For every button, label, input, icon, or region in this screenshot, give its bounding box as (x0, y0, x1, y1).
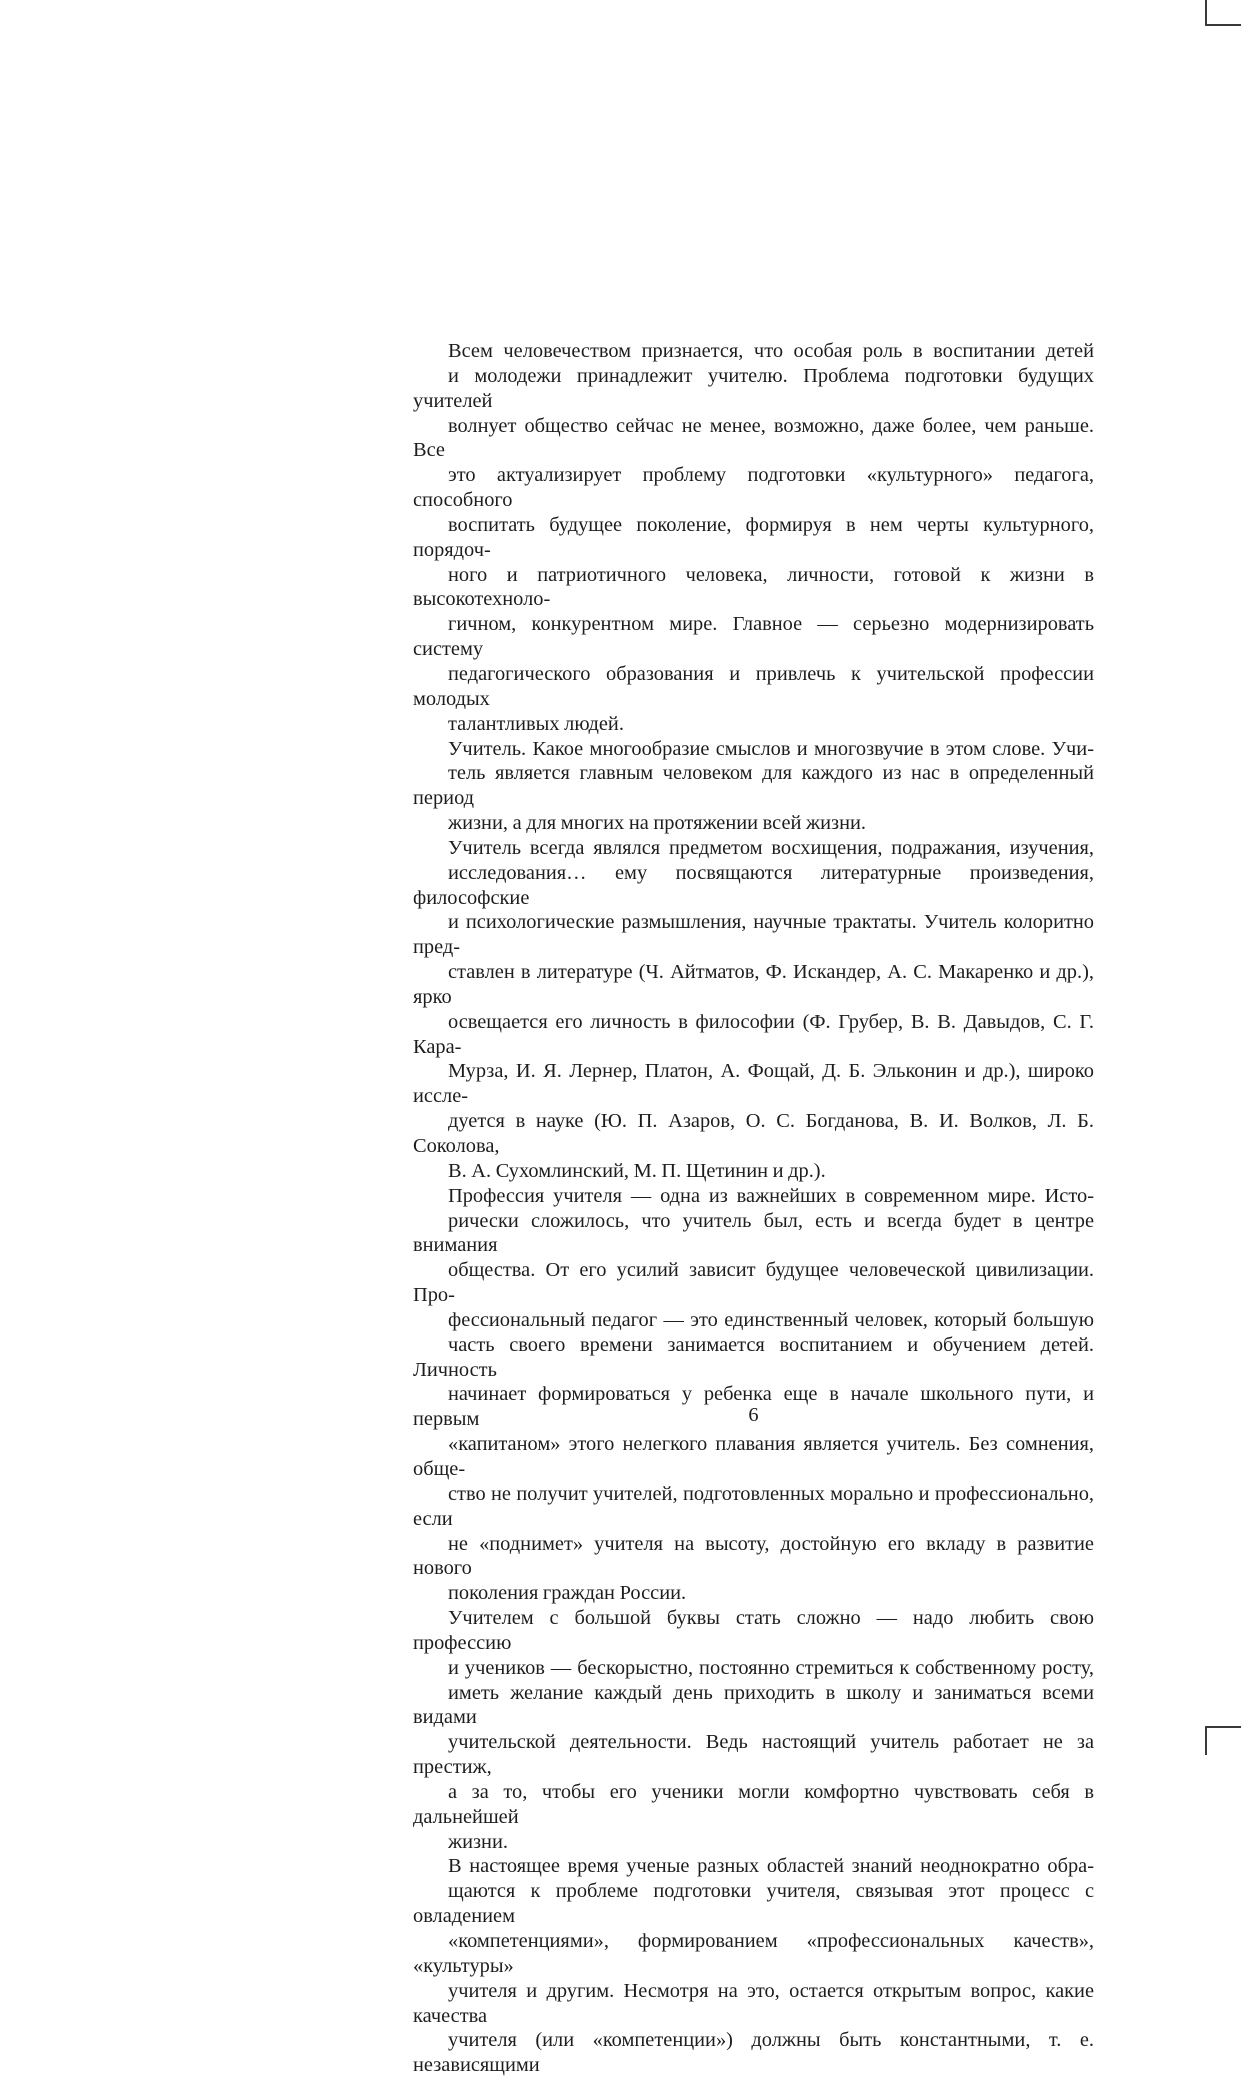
text-line: и психологические размышления, научные трактаты. Учитель колоритно пред- (413, 911, 1094, 959)
text-line: это актуализирует проблему подготовки «культурного» педагога, способного (413, 464, 1094, 512)
text-line: тель является главным человеком для каждого из нас в определенный период (413, 762, 1094, 810)
text-line: а за то, чтобы его ученики могли комфортно чувствовать себя в дальнейшей (413, 1780, 1094, 1828)
text-line: не «поднимет» учителя на высоту, достойную его вкладу в развитие нового (413, 1532, 1094, 1580)
crop-mark-top-horizontal (1206, 24, 1241, 26)
text-line: учителя (или «компетенции») должны быть константными, т. е. независящими (413, 2029, 1094, 2077)
paragraph (413, 836, 1094, 1184)
text-line: рически сложилось, что учитель был, есть и всегда будет в центре внимания (413, 1209, 1094, 1257)
text-line: талантливых людей. (448, 712, 624, 735)
text-line: педагогического образования и привлечь к учительской профессии молодых (413, 662, 1094, 710)
paragraph (413, 1184, 1094, 1606)
text-line: начинает формироваться у ребенка еще в начале школьного пути, и первым (413, 1383, 1094, 1431)
page-number: 6 (748, 1404, 759, 1426)
text-line: Профессия учителя — одна из важнейших в современном мире. Исто- (448, 1184, 1094, 1207)
text-line: жизни, а для многих на протяжении всей жизни. (448, 812, 866, 835)
text-line: общества. От его усилий зависит будущее человеческой цивилизации. Про- (413, 1259, 1094, 1307)
text-line: Учителем с большой буквы стать сложно — надо любить свою профессию (413, 1607, 1094, 1654)
crop-mark-bottom-horizontal (1206, 1726, 1241, 1728)
text-line: учителя и другим. Несмотря на это, остается открытым вопрос, какие качества (413, 1979, 1094, 2027)
paragraph (413, 1854, 1094, 2078)
text-line: Мурза, И. Я. Лернер, Платон, А. Фощай, Д. Б. Эльконин и др.), широко иссле- (413, 1060, 1094, 1108)
text-line: «компетенциями», формированием «профессиональных качеств», «культуры» (413, 1930, 1094, 1977)
text-line: ство не получит учителей, подготовленных морально и профессионально, если (413, 1482, 1094, 1530)
text-line: жизни. (448, 1830, 508, 1853)
text-line: В. А. Сухомлинский, М. П. Щетинин и др.). (448, 1159, 826, 1182)
text-line: ставлен в литературе (Ч. Айтматов, Ф. Искандер, А. С. Макаренко и др.), ярко (413, 961, 1094, 1008)
paragraph (413, 1606, 1094, 1854)
crop-mark-bottom-vertical (1205, 1726, 1207, 1755)
text-line: ного и патриотичного человека, личности, готовой к жизни в высокотехноло- (413, 563, 1094, 611)
text-line: учительской деятельности. Ведь настоящий учитель работает не за престиж, (413, 1731, 1094, 1779)
text-line: освещается его личность в философии (Ф. Грубер, В. В. Давыдов, С. Г. Кара- (413, 1010, 1094, 1058)
text-line: гичном, конкурентном мире. Главное — серьезно модернизировать систему (413, 613, 1094, 661)
text-line: В настоящее время ученые разных областей знаний неоднократно обра- (448, 1855, 1094, 1878)
paragraph (413, 339, 1094, 737)
text-line: исследования… ему посвящаются литературные произведения, философские (413, 861, 1094, 909)
text-line: поколения граждан России. (448, 1582, 687, 1605)
text-line: щаются к проблеме подготовки учителя, связывая этот процесс с овладением (413, 1880, 1094, 1928)
text-line: дуется в науке (Ю. П. Азаров, О. С. Богданова, В. И. Волков, Л. Б. Соколова, (413, 1110, 1094, 1157)
text-line: воспитать будущее поколение, формируя в нем черты культурного, порядоч- (413, 513, 1094, 561)
text-line: Учитель всегда являлся предметом восхищения, подражания, изучения, (448, 836, 1094, 859)
paragraph (413, 737, 1094, 836)
text-line: и молодежи принадлежит учителю. Проблема подготовки будущих учителей (413, 364, 1094, 412)
text-line: и учеников — бескорыстно, постоянно стремиться к собственному росту, (448, 1656, 1094, 1679)
crop-mark-top-vertical (1205, 0, 1207, 26)
text-line: волнует общество сейчас не менее, возможно, даже более, чем раньше. Все (413, 414, 1094, 462)
text-line: часть своего времени занимается воспитанием и обучением детей. Личность (413, 1333, 1094, 1381)
text-line: «капитаном» этого нелегкого плавания является учитель. Без сомнения, обще- (413, 1433, 1094, 1480)
text-line: фессиональный педагог — это единственный человек, который большую (448, 1308, 1094, 1331)
text-line: иметь желание каждый день приходить в школу и заниматься всеми видами (413, 1681, 1094, 1729)
text-line: Учитель. Какое многообразие смыслов и многозвучие в этом слове. Учи- (448, 737, 1094, 760)
body-text (413, 339, 1094, 2078)
text-line: Всем человечеством признается, что особая роль в воспитании детей (448, 340, 1094, 362)
